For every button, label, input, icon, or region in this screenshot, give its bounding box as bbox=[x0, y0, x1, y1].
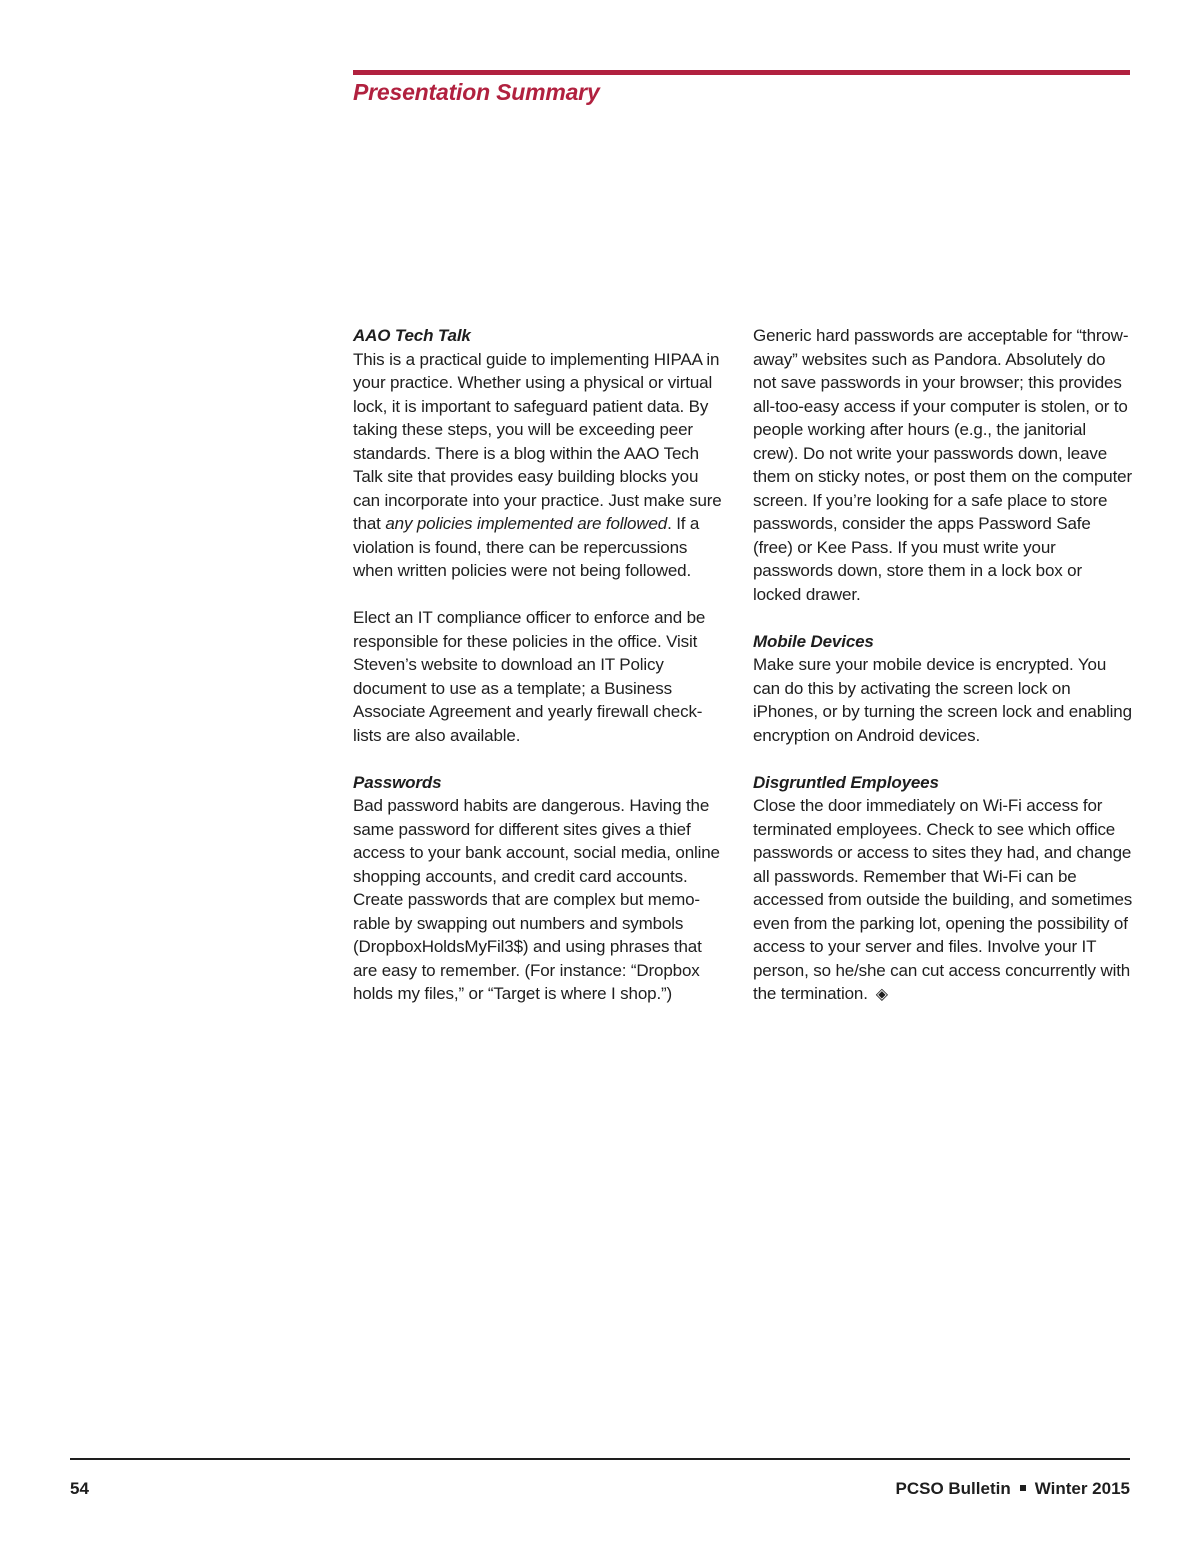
header-rule bbox=[353, 70, 1130, 75]
disgruntled-employees-paragraph bbox=[753, 794, 1133, 1007]
passwords-paragraph-1: Bad password habits are dangerous. Having the same password for different sites gives a thief access to your bank account, social media, online shopping accounts, and credit card accounts. Create passwords that are complex but memo-rable by swapping out numbers and symbols (DropboxHoldsMyFil3$) and using phrases that are easy to remember. (For instance: “Dropbox holds my files,” or “Target is where I shop.”) bbox=[353, 796, 720, 1003]
aao-p1-emphasis: any policies implemented are followed bbox=[385, 514, 668, 533]
passwords-heading: Passwords bbox=[353, 772, 442, 792]
separator-square-icon bbox=[1020, 1485, 1026, 1491]
disgruntled-employees-heading: Disgruntled Employees bbox=[753, 772, 939, 792]
aao-p1-text-after: . If a violation is found, there can be repercussions when written policies were not being followed. bbox=[353, 514, 700, 580]
disgruntled-text: Close the door immediately on Wi-Fi access for terminated employees. Check to see which office passwords or access to sites they had, and change all passwords. Remember that Wi-Fi can be accessed from outside the building, and sometimes even from the parking lot, opening the possibility of access to your server and files. Involve your IT person, so he/she can cut access concurrently with the termination. bbox=[753, 796, 1133, 1003]
right-column bbox=[753, 324, 1133, 1007]
footer-rule bbox=[70, 1458, 1130, 1460]
end-of-article-icon: ◈ bbox=[875, 986, 888, 1003]
issue-date: Winter 2015 bbox=[1034, 1479, 1130, 1498]
aao-tech-talk-paragraph-1 bbox=[353, 348, 728, 583]
left-column bbox=[353, 324, 728, 1006]
publication-name: PCSO Bulletin bbox=[895, 1479, 1011, 1498]
mobile-devices-paragraph: Make sure your mobile device is encrypted. You can do this by activating the screen lock on iPhones, or by turning the screen lock and enabling encryption on Android devices. bbox=[753, 655, 1132, 745]
passwords-paragraph-2: Generic hard passwords are acceptable for “throw-away” websites such as Pandora. Absolutely do not save passwords in your browser; this provides all-too-easy access if your computer is stolen, or to people working after hours (e.g., the janitorial crew). Do not write your passwords down, leave them on sticky notes, or post them on the computer screen. If you’re looking for a safe place to store passwords, consider the apps Password Safe (free) or Kee Pass. If you must write your passwords down, store them in a lock box or locked drawer. bbox=[753, 326, 1132, 604]
aao-tech-talk-heading: AAO Tech Talk bbox=[353, 326, 471, 345]
section-title: Presentation Summary bbox=[353, 79, 600, 105]
aao-p1-text-before: This is a practical guide to implementing HIPAA in your practice. Whether using a physical or virtual lock, it is important to safeguard patient data. By taking these steps, you will be exceeding peer standards. There is a blog within the AAO Tech Talk site that provides easy building blocks you can incorporate into your practice. Just make sure that bbox=[353, 349, 722, 533]
aao-tech-talk-paragraph-2: Elect an IT compliance officer to enforce and be responsible for these policies in the office. Visit Steven’s website to download an IT Policy document to use as a template; a Business Associate Agreement and yearly firewall check-lists are also available. bbox=[353, 608, 706, 745]
footer-publication bbox=[895, 1479, 1130, 1499]
page-number: 54 bbox=[70, 1479, 89, 1498]
mobile-devices-heading: Mobile Devices bbox=[753, 631, 874, 651]
